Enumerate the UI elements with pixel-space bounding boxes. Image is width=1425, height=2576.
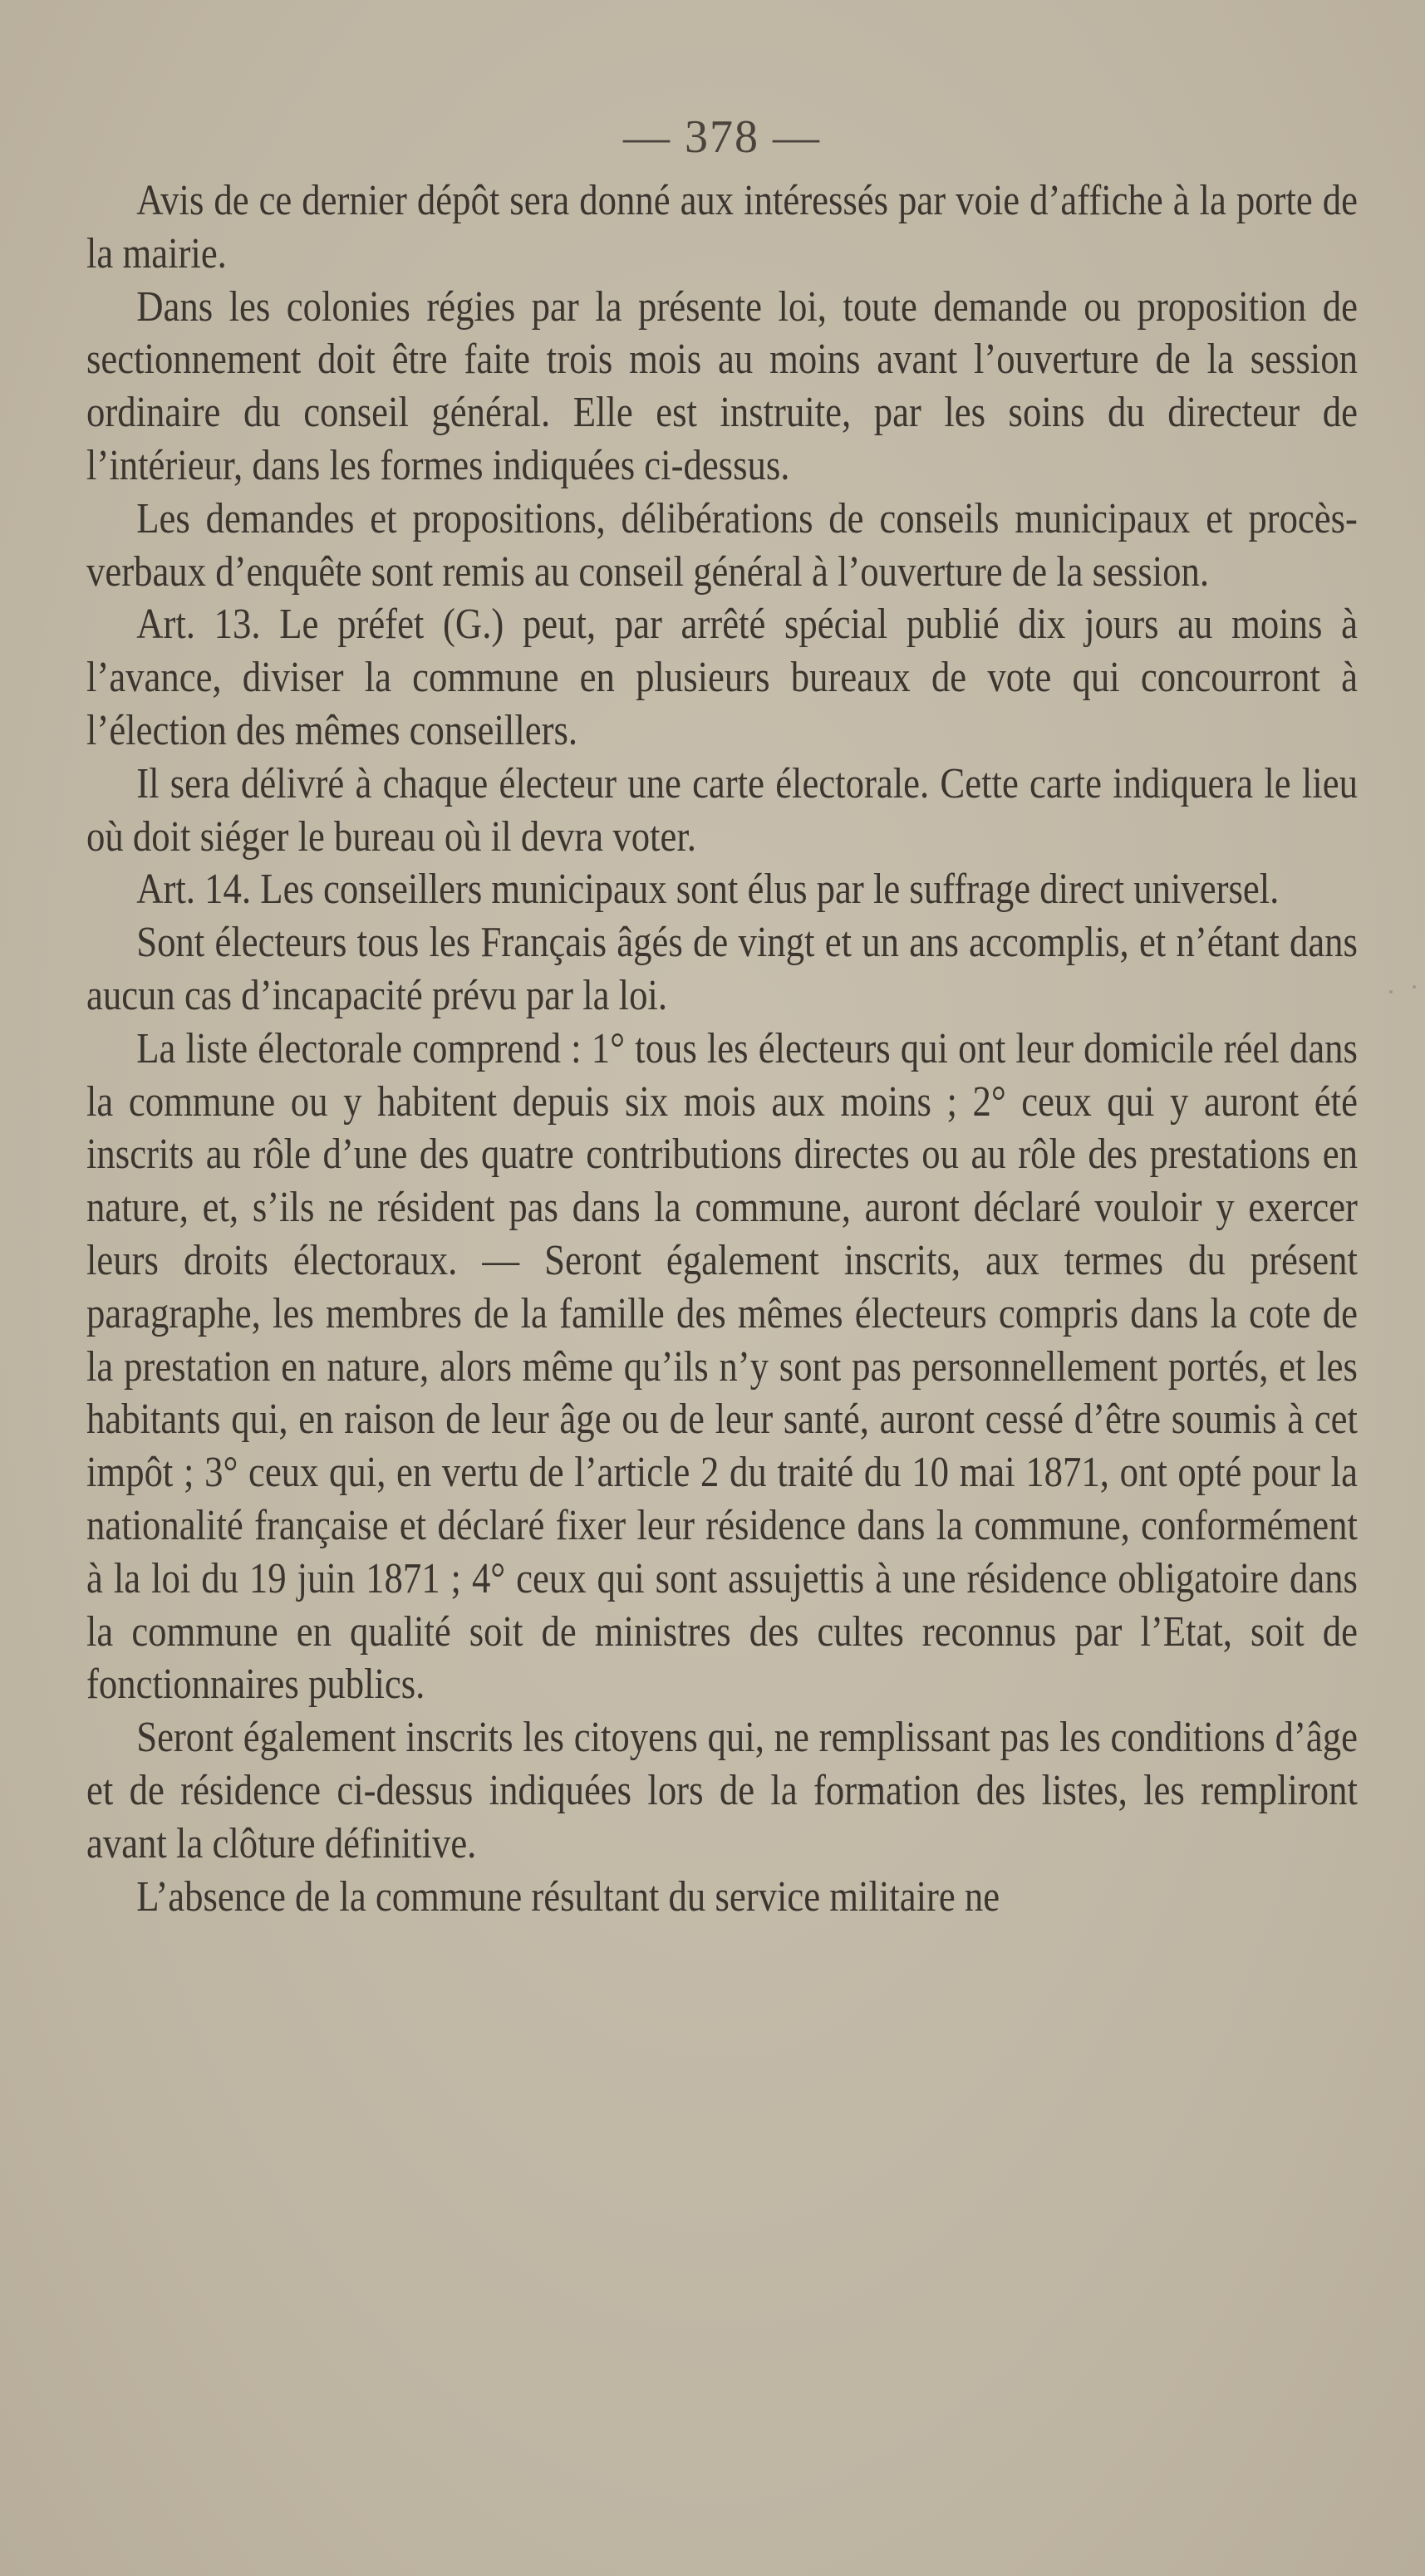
paragraph-colonies-sectioning: Dans les colonies régies par la présente loi, toute demande ou proposition de sectionnement doit être faite trois mois au moins avant l’ouverture de la session ordinaire du conseil général. Elle est instruite, par les soins du directeur de l’intérieur, dans les formes indiquées ci-dessus. [86,282,1358,489]
paragraph-electoral-list: La liste électorale comprend : 1° tous les électeurs qui ont leur domicile réel dans la commune ou y habitent depuis six mois aux moins ; 2° ceux qui y auront été inscrits au rôle d’une des quatre contributions directes ou au rôle des prestations en nature, et, s’ils ne résident pas dans la commune, auront déclaré vouloir y exercer leurs droits électoraux. — Seront également inscrits, aux termes du présent paragraphe, les membres de la famille des mêmes électeurs compris dans la cote de la prestation en nature, alors même qu’ils n’y sont pas personnellement portés, et les habitants qui, en raison de leur âge ou de leur santé, auront cessé d’être soumis à cet impôt ; 3° ceux qui, en vertu de l’article 2 du traité du 10 mai 1871, ont opté pour la nationalité française et déclaré fixer leur résidence dans la commune, conformément à la loi du 19 juin 1871 ; 4° ceux qui sont assujettis à une résidence obligatoire dans la commune en qualité soit de ministres des cultes reconnus par l’Etat, soit de fonctionnaires publics. [86,1024,1358,1709]
paragraph-absence: L’absence de la commune résultant du service militaire ne [136,1872,1000,1921]
paper-speck [1389,990,1393,994]
paragraph-notice-posting: Avis de ce dernier dépôt sera donné aux intéressés par voie d’affiche à la porte de la mairie. [86,177,1358,277]
paragraph-article-14: Art. 14. Les conseillers municipaux sont élus par le suffrage direct universel. [136,866,1280,914]
document-page [86,100,1358,1923]
paragraph-requests-council: Les demandes et propositions, délibérations de conseils municipaux et procès-verbaux d’enquête sont remis au conseil général à l’ouverture de la session. [86,494,1358,596]
paper-speck [1413,985,1416,989]
page-number: — 378 — [623,111,821,163]
paragraph-also-registered: Seront également inscrits les citoyens qui, ne remplissant pas les conditions d’âge et de résidence ci-dessus indiquées lors de la formation des listes, les rempliront avant la clôture définitive. [86,1714,1358,1867]
paragraph-article-13: Art. 13. Le préfet (G.) peut, par arrêté spécial publié dix jours au moins à l’avance, diviser la commune en plusieurs bureaux de vote qui concourront à l’élection des mêmes conseillers. [86,601,1358,754]
paragraph-electors: Sont électeurs tous les Français âgés de vingt et un ans accomplis, et n’étant dans aucun cas d’incapacité prévu par la loi. [86,919,1358,1019]
paragraph-electoral-card: Il sera délivré à chaque électeur une carte électorale. Cette carte indiquera le lieu où doit siéger le bureau où il devra voter. [86,759,1358,861]
